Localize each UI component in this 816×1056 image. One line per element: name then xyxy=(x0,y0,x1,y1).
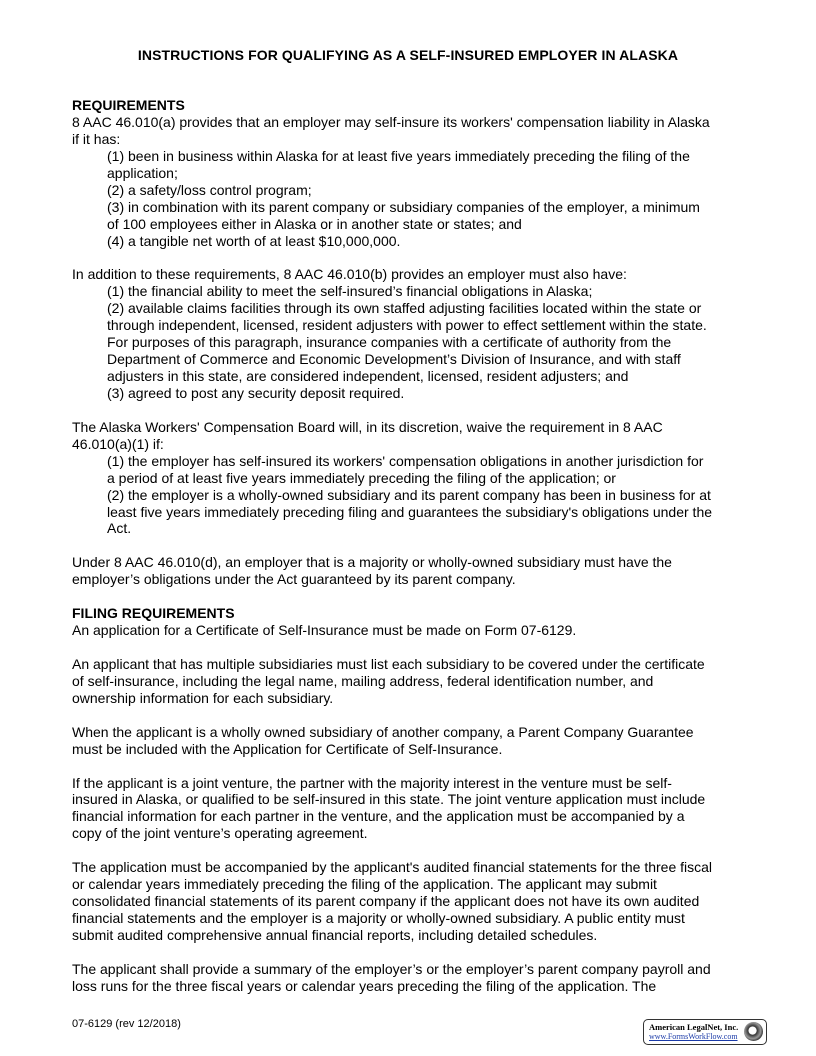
paragraph-spacer xyxy=(72,944,752,961)
list-item-line: (2) the employer is a wholly-owned subsidiary and its parent company has been in business for at xyxy=(107,486,711,503)
paragraph-line: If the applicant is a joint venture, the partner with the majority interest in the venture must be self- xyxy=(72,774,672,791)
paragraph-line: The Alaska Workers' Compensation Board will, in its discretion, waive the requirement in 8 AAC xyxy=(72,418,663,435)
paragraph-spacer xyxy=(72,842,752,859)
paragraph-line: consolidated financial statements of its parent company if the applicant does not have its own audited xyxy=(72,893,700,910)
paragraph-line: An application for a Certificate of Self-Insurance must be made on Form 07-6129. xyxy=(72,622,577,639)
list-item-line: (3) agreed to post any security deposit required. xyxy=(107,384,405,401)
paragraph-line: submit audited comprehensive annual financial reports, including detailed schedules. xyxy=(72,926,598,943)
list-item-line: For purposes of this paragraph, insurance companies with a certificate of authority from the xyxy=(107,334,672,351)
logo-company-name: American LegalNet, Inc. xyxy=(649,1022,739,1032)
paragraph-line: must be included with the Application for Certificate of Self-Insurance. xyxy=(72,740,503,757)
paragraph-line: loss runs for the three fiscal years or calendar years preceding the filing of the application. The xyxy=(72,977,657,994)
paragraph-line: insured in Alaska, or qualified to be self-insured in this state. The joint venture application must include xyxy=(72,791,706,808)
section-heading: FILING REQUIREMENTS xyxy=(72,605,235,622)
list-item-line: a period of at least five years immediately preceding the filing of the application; or xyxy=(107,469,616,486)
list-item-line: Act. xyxy=(107,520,132,537)
list-item-line: (2) a safety/loss control program; xyxy=(107,181,312,198)
list-item-line: adjusters in this state, are considered independent, licensed, resident adjusters; and xyxy=(107,368,629,384)
paragraph-line: 46.010(a)(1) if: xyxy=(72,435,164,452)
paragraph-line: employer’s obligations under the Act guaranteed by its parent company. xyxy=(72,571,516,588)
paragraph-line: When the applicant is a wholly owned subsidiary of another company, a Parent Company Guarantee xyxy=(72,723,694,740)
list-item-line: (2) available claims facilities through its own staffed adjusting facilities located within the state or xyxy=(107,300,702,317)
publisher-logo[interactable] xyxy=(643,1019,767,1045)
document-body xyxy=(72,97,752,995)
paragraph-spacer xyxy=(72,249,752,266)
paragraph-spacer xyxy=(72,402,752,419)
paragraph-spacer xyxy=(72,537,752,554)
list-item-line: (1) the employer has self-insured its workers' compensation obligations in another jurisdiction for xyxy=(107,452,704,469)
document-title: INSTRUCTIONS FOR QUALIFYING AS A SELF-INSURED EMPLOYER IN ALASKA xyxy=(137,47,679,63)
paragraph-line: Under 8 AAC 46.010(d), an employer that is a majority or wholly-owned subsidiary must have the xyxy=(72,554,672,571)
section-heading: REQUIREMENTS xyxy=(72,97,185,113)
list-item-line: (4) a tangible net worth of at least $10,000,000. xyxy=(107,232,401,249)
paragraph-line: financial information for each partner in the venture, and the application must be accompanied by a xyxy=(72,808,685,825)
paragraph-line: financial statements and the employer is a majority or wholly-owned subsidiary. A public entity must xyxy=(72,910,685,926)
logo-url-link[interactable]: www.FormsWorkFlow.com xyxy=(649,1032,738,1041)
paragraph-line: copy of the joint venture’s operating agreement. xyxy=(72,825,368,842)
paragraph-spacer xyxy=(72,707,752,724)
list-item-line: (3) in combination with its parent company or subsidiary companies of the employer, a minimum xyxy=(107,198,700,215)
paragraph-line: of self-insurance, including the legal name, mailing address, federal identification number, and xyxy=(72,672,654,689)
paragraph-line: In addition to these requirements, 8 AAC 46.010(b) provides an employer must also have: xyxy=(72,266,627,283)
paragraph-line: The application must be accompanied by the applicant's audited financial statements for the three fiscal xyxy=(72,859,713,876)
paragraph-spacer xyxy=(72,639,752,656)
list-item-line: application; xyxy=(107,164,178,181)
list-item-line: least five years immediately preceding filing and guarantees the subsidiary's obligations under the xyxy=(107,503,713,520)
paragraph-line: 8 AAC 46.010(a) provides that an employer may self-insure its workers' compensation liability in Alaska xyxy=(72,113,710,130)
list-item-line: Department of Commerce and Economic Development’s Division of Insurance, and with staff xyxy=(107,351,681,368)
list-item-line: (1) been in business within Alaska for at least five years immediately preceding the filing of the xyxy=(107,147,690,164)
paragraph-line: if it has: xyxy=(72,130,121,147)
list-item-line: (1) the financial ability to meet the self-insured’s financial obligations in Alaska; xyxy=(107,283,593,300)
paragraph-line: The applicant shall provide a summary of the employer’s or the employer’s parent company payroll and xyxy=(72,960,711,977)
paragraph-line: An applicant that has multiple subsidiaries must list each subsidiary to be covered under the certificate xyxy=(72,655,705,672)
paragraph-spacer xyxy=(72,588,752,605)
form-number: 07-6129 (rev 12/2018) xyxy=(72,1018,181,1030)
list-item-line: of 100 employees either in Alaska or in another state or states; and xyxy=(107,215,522,232)
paragraph-spacer xyxy=(72,758,752,775)
list-item-line: through independent, licensed, resident adjusters with power to effect settlement within the state. xyxy=(107,317,707,334)
globe-icon xyxy=(744,1022,763,1041)
paragraph-line: or calendar years immediately preceding the filing of the application. The applicant may submit xyxy=(72,876,657,893)
paragraph-line: ownership information for each subsidiary. xyxy=(72,689,334,706)
